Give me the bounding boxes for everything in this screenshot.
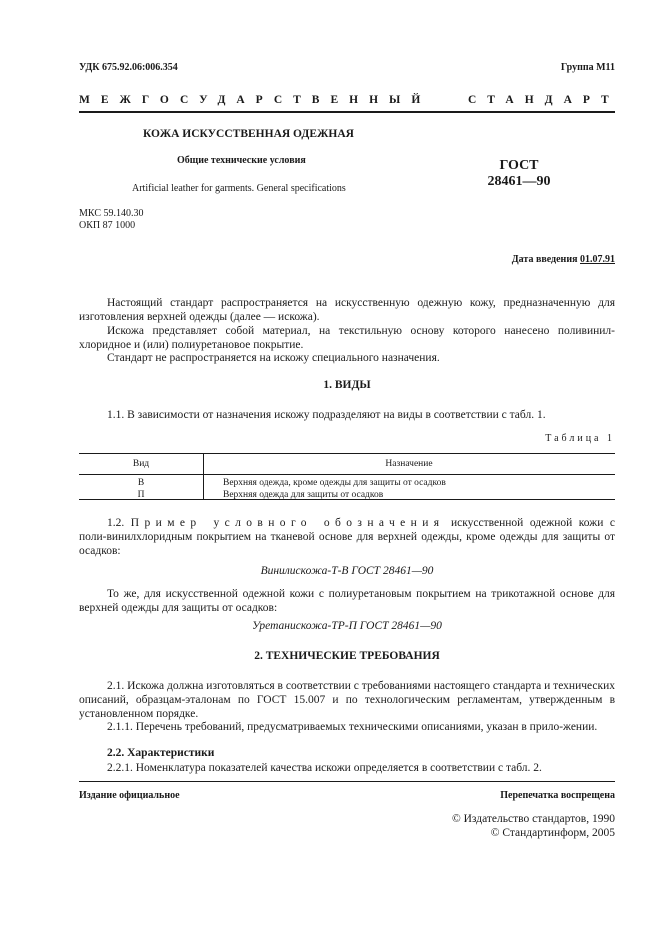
paragraph-1-2-spaced: Пример условного обозначения [130, 517, 445, 529]
gost-label: ГОСТ [499, 158, 539, 173]
paragraph-1-2-number: 1.2. [107, 517, 125, 529]
intro-paragraph-2: Искожа представляет собой материал, на текстильную основу которого нанесено поливинил-хлоридное и (или) полиуретановое покрытие. [79, 325, 615, 351]
reprint-prohibited: Перепечатка воспрещена [500, 790, 615, 801]
banner-rule [79, 111, 615, 113]
copyright-1990: © Издательство стандартов, 1990 [451, 813, 615, 825]
paragraph-1-2-rest: искусственной одежной кожи с поли-винилхлоридным покрытием на тканевой основе для верхней одежды, кроме одежды для защиты от осадков: [79, 517, 616, 557]
table-column-divider [203, 453, 204, 499]
document-subtitle: Общие технические условия [177, 155, 306, 166]
example-designation-2: Уретанискожа-ТР-П ГОСТ 28461—90 [252, 620, 442, 632]
paragraph-same: То же, для искусственной одежной кожи с полиуретановым покрытием на трикотажной основе для верхней одежды для защиты от осадков: [79, 588, 615, 614]
table-bottom-rule [79, 499, 615, 500]
footer-rule [79, 781, 615, 782]
section-2-heading: 2. ТЕХНИЧЕСКИЕ ТРЕБОВАНИЯ [254, 650, 440, 662]
banner-interstate: МЕЖГОСУДАРСТВЕННЫЙ [79, 94, 432, 106]
table-row [79, 490, 615, 502]
mks-code: МКС 59.140.30 [79, 208, 144, 219]
copyright-2005: © Стандартинформ, 2005 [490, 827, 615, 839]
table-header-nazn: Назначение [385, 459, 433, 469]
table-1 [79, 453, 615, 502]
table-cell-vid: П [137, 490, 145, 500]
intro-date [512, 254, 615, 265]
gost-number: 28461—90 [487, 174, 551, 189]
intro-paragraph-3: Стандарт не распространяется на искожу специального назначения. [107, 352, 440, 364]
table-1-caption: Таблица 1 [545, 433, 615, 444]
udk-code: УДК 675.92.06:006.354 [79, 62, 178, 73]
table-1-header [79, 453, 615, 475]
section-1-heading: 1. ВИДЫ [323, 379, 371, 391]
english-title: Artificial leather for garments. General specifications [132, 183, 346, 194]
table-header-vid: Вид [132, 459, 150, 469]
intro-paragraph-1: Настоящий стандарт распространяется на искусственную одежную кожу, предназначенную для изготовления верхней одежды (далее — искожа). [79, 297, 615, 323]
table-cell-nazn: Верхняя одежда для защиты от осадков [223, 490, 384, 500]
paragraph-2-2-1: 2.2.1. Номенклатура показателей качества искожи определяется в соответствии с табл. 2. [107, 762, 542, 774]
paragraph-1-1: 1.1. В зависимости от назначения искожу подразделяют на виды в соответствии с табл. 1. [107, 409, 546, 421]
group-code: Группа М11 [560, 62, 615, 73]
banner-standard: СТАНДАРТ [468, 94, 620, 106]
paragraph-2-1: 2.1. Искожа должна изготовляться в соответствии с требованиями настоящего стандарта и технических описаний, образцам-эталонам по ГОСТ 15.007 и по технологическим регламентам, утвержденным в установленном порядке. [79, 680, 615, 720]
table-cell-vid: В [137, 478, 145, 488]
paragraph-2-1-1: 2.1.1. Перечень требований, предусматриваемых техническими описаниями, указан в прило-жении. [107, 721, 598, 733]
intro-date-value: 01.07.91 [580, 254, 615, 265]
paragraph-2-2-heading: 2.2. Характеристики [107, 747, 215, 759]
official-edition: Издание официальное [79, 790, 180, 801]
okp-code: ОКП 87 1000 [79, 220, 136, 231]
example-designation-1: Винилискожа-Т-В ГОСТ 28461—90 [260, 565, 434, 577]
table-cell-nazn: Верхняя одежда, кроме одежды для защиты от осадков [223, 478, 446, 488]
intro-date-label: Дата введения [511, 254, 578, 265]
paragraph-1-2 [79, 516, 615, 558]
document-title: КОЖА ИСКУССТВЕННАЯ ОДЕЖНАЯ [143, 128, 354, 140]
table-row [79, 478, 615, 490]
